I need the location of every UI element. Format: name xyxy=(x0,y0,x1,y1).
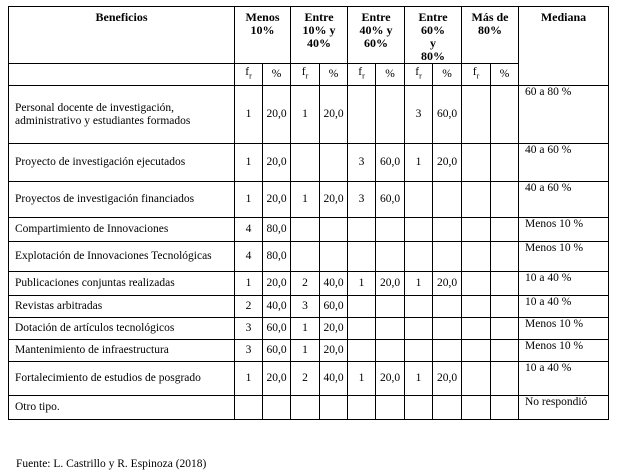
pct-cell: 60,0 xyxy=(376,144,405,182)
fr-cell xyxy=(235,396,263,420)
fr-cell xyxy=(291,144,320,182)
fr-cell xyxy=(462,340,491,362)
beneficio-label: Compartimiento de Innovaciones xyxy=(9,218,235,242)
pct-cell xyxy=(491,218,519,242)
beneficio-label: Explotación de Innovaciones Tecnológicas xyxy=(9,242,235,272)
mediana-cell: 10 a 40 % xyxy=(519,272,609,296)
fr-cell xyxy=(348,242,376,272)
mediana-cell: 10 a 40 % xyxy=(519,362,609,396)
pct-cell: 60,0 xyxy=(320,296,348,318)
pct-cell xyxy=(491,296,519,318)
fr-cell: 2 xyxy=(291,362,320,396)
beneficio-label: Proyectos de investigación financiados xyxy=(9,182,235,218)
mediana-cell: No respondió xyxy=(519,396,609,420)
beneficio-label: Proyecto de investigación ejecutados xyxy=(9,144,235,182)
fr-cell: 2 xyxy=(235,296,263,318)
pct-cell: 80,0 xyxy=(263,242,291,272)
pct-cell: 60,0 xyxy=(263,340,291,362)
pct-cell: 20,0 xyxy=(433,362,462,396)
fr-cell xyxy=(348,86,376,144)
pct-cell: 20,0 xyxy=(376,362,405,396)
table-row xyxy=(9,86,609,144)
subheader-fr: $f_r$ xyxy=(348,64,376,86)
source-caption: Fuente: L. Castrillo y R. Espinoza (2018) xyxy=(16,458,207,470)
fr-cell: 1 xyxy=(235,182,263,218)
fr-cell: 3 xyxy=(235,318,263,340)
header-group-5: Más de 80% xyxy=(462,7,519,64)
fr-cell xyxy=(291,218,320,242)
fr-cell: 1 xyxy=(235,86,263,144)
fr-cell: 3 xyxy=(405,86,433,144)
fr-cell: 3 xyxy=(348,182,376,218)
mediana-cell: 60 a 80 % xyxy=(519,86,609,144)
pct-cell xyxy=(376,340,405,362)
pct-cell: 20,0 xyxy=(263,272,291,296)
fr-cell xyxy=(462,242,491,272)
pct-cell: 80,0 xyxy=(263,218,291,242)
pct-cell: 20,0 xyxy=(263,362,291,396)
fr-cell xyxy=(462,272,491,296)
fr-cell: 1 xyxy=(291,86,320,144)
fr-cell xyxy=(405,318,433,340)
pct-cell xyxy=(320,144,348,182)
table-row xyxy=(9,218,609,242)
pct-cell xyxy=(263,396,291,420)
pct-cell xyxy=(491,272,519,296)
fr-cell xyxy=(462,86,491,144)
header-group-4: Entre 60% y 80% xyxy=(405,7,462,64)
subheader-pct: % xyxy=(263,64,291,86)
table-row xyxy=(9,272,609,296)
subheader-pct: % xyxy=(491,64,519,86)
mediana-cell: 40 a 60 % xyxy=(519,182,609,218)
fr-cell xyxy=(462,362,491,396)
pct-cell: 60,0 xyxy=(433,86,462,144)
pct-cell xyxy=(376,86,405,144)
beneficio-label: Personal docente de investigación, administrativo y estudiantes formados xyxy=(9,86,235,144)
mediana-cell: Menos 10 % xyxy=(519,318,609,340)
pct-cell xyxy=(491,182,519,218)
pct-cell xyxy=(376,218,405,242)
subheader-pct: % xyxy=(433,64,462,86)
fr-cell xyxy=(405,182,433,218)
fr-cell: 2 xyxy=(291,272,320,296)
pct-cell: 20,0 xyxy=(263,144,291,182)
fr-cell xyxy=(462,318,491,340)
fr-cell xyxy=(291,396,320,420)
pct-cell xyxy=(320,218,348,242)
header-row xyxy=(9,7,609,64)
pct-cell xyxy=(491,242,519,272)
fr-cell xyxy=(405,242,433,272)
table-row xyxy=(9,340,609,362)
pct-cell: 60,0 xyxy=(263,318,291,340)
pct-cell: 20,0 xyxy=(320,182,348,218)
pct-cell xyxy=(491,362,519,396)
pct-cell: 20,0 xyxy=(263,182,291,218)
fr-cell: 3 xyxy=(348,144,376,182)
pct-cell xyxy=(376,296,405,318)
pct-cell xyxy=(376,242,405,272)
beneficio-label: Revistas arbitradas xyxy=(9,296,235,318)
pct-cell xyxy=(433,182,462,218)
pct-cell: 20,0 xyxy=(320,86,348,144)
fr-cell xyxy=(348,318,376,340)
fr-cell xyxy=(462,296,491,318)
fr-cell: 1 xyxy=(348,272,376,296)
header-group-1: Menos 10% xyxy=(235,7,291,64)
subheader-fr: $f_r$ xyxy=(291,64,320,86)
fr-cell xyxy=(348,396,376,420)
beneficio-label: Mantenimiento de infraestructura xyxy=(9,340,235,362)
fr-cell xyxy=(405,340,433,362)
subheader-empty xyxy=(9,64,235,86)
pct-cell: 20,0 xyxy=(376,272,405,296)
fr-cell xyxy=(462,182,491,218)
fr-cell xyxy=(348,296,376,318)
beneficio-label: Dotación de artículos tecnológicos xyxy=(9,318,235,340)
header-mediana: Mediana xyxy=(519,7,609,86)
subheader-pct: % xyxy=(376,64,405,86)
benefits-table xyxy=(8,6,609,420)
pct-cell xyxy=(491,318,519,340)
pct-cell xyxy=(320,396,348,420)
table-row xyxy=(9,144,609,182)
pct-cell: 20,0 xyxy=(433,272,462,296)
fr-cell: 1 xyxy=(291,182,320,218)
pct-cell: 40,0 xyxy=(263,296,291,318)
pct-cell xyxy=(491,396,519,420)
table-row xyxy=(9,182,609,218)
mediana-cell: Menos 10 % xyxy=(519,218,609,242)
beneficio-label: Publicaciones conjuntas realizadas xyxy=(9,272,235,296)
pct-cell xyxy=(320,242,348,272)
subheader-fr: $f_r$ xyxy=(462,64,491,86)
subheader-pct: % xyxy=(320,64,348,86)
fr-cell xyxy=(405,218,433,242)
fr-cell: 1 xyxy=(291,318,320,340)
pct-cell: 20,0 xyxy=(320,318,348,340)
pct-cell xyxy=(433,396,462,420)
table-row xyxy=(9,362,609,396)
fr-cell xyxy=(462,218,491,242)
fr-cell: 3 xyxy=(291,296,320,318)
subheader-fr: $f_r$ xyxy=(405,64,433,86)
pct-cell: 40,0 xyxy=(320,362,348,396)
fr-cell xyxy=(348,340,376,362)
fr-cell: 1 xyxy=(405,144,433,182)
table-row xyxy=(9,242,609,272)
table-row xyxy=(9,396,609,420)
pct-cell xyxy=(491,144,519,182)
fr-cell xyxy=(405,396,433,420)
pct-cell: 20,0 xyxy=(263,86,291,144)
pct-cell xyxy=(376,318,405,340)
fr-cell: 3 xyxy=(235,340,263,362)
fr-cell xyxy=(405,296,433,318)
pct-cell xyxy=(491,86,519,144)
header-beneficios: Beneficios xyxy=(9,7,235,64)
fr-cell: 4 xyxy=(235,242,263,272)
pct-cell xyxy=(433,242,462,272)
pct-cell xyxy=(433,296,462,318)
pct-cell xyxy=(433,318,462,340)
pct-cell xyxy=(433,218,462,242)
fr-cell xyxy=(291,242,320,272)
pct-cell: 60,0 xyxy=(376,182,405,218)
mediana-cell: Menos 10 % xyxy=(519,242,609,272)
table-row xyxy=(9,296,609,318)
fr-cell xyxy=(462,144,491,182)
pct-cell xyxy=(433,340,462,362)
fr-cell: 1 xyxy=(348,362,376,396)
header-group-2: Entre 10% y 40% xyxy=(291,7,348,64)
header-group-3: Entre 40% y 60% xyxy=(348,7,405,64)
beneficio-label: Otro tipo. xyxy=(9,396,235,420)
fr-cell: 1 xyxy=(405,272,433,296)
beneficio-label: Fortalecimiento de estudios de posgrado xyxy=(9,362,235,396)
fr-cell: 4 xyxy=(235,218,263,242)
fr-cell: 1 xyxy=(235,272,263,296)
pct-cell xyxy=(491,340,519,362)
fr-cell: 1 xyxy=(235,144,263,182)
table-row xyxy=(9,318,609,340)
fr-cell: 1 xyxy=(235,362,263,396)
pct-cell: 40,0 xyxy=(320,272,348,296)
pct-cell: 20,0 xyxy=(320,340,348,362)
pct-cell: 20,0 xyxy=(433,144,462,182)
mediana-cell: 10 a 40 % xyxy=(519,296,609,318)
fr-cell: 1 xyxy=(405,362,433,396)
mediana-cell: 40 a 60 % xyxy=(519,144,609,182)
fr-cell xyxy=(348,218,376,242)
pct-cell xyxy=(376,396,405,420)
mediana-cell: Menos 10 % xyxy=(519,340,609,362)
fr-cell xyxy=(462,396,491,420)
fr-cell: 1 xyxy=(291,340,320,362)
subheader-fr: $f_r$ xyxy=(235,64,263,86)
